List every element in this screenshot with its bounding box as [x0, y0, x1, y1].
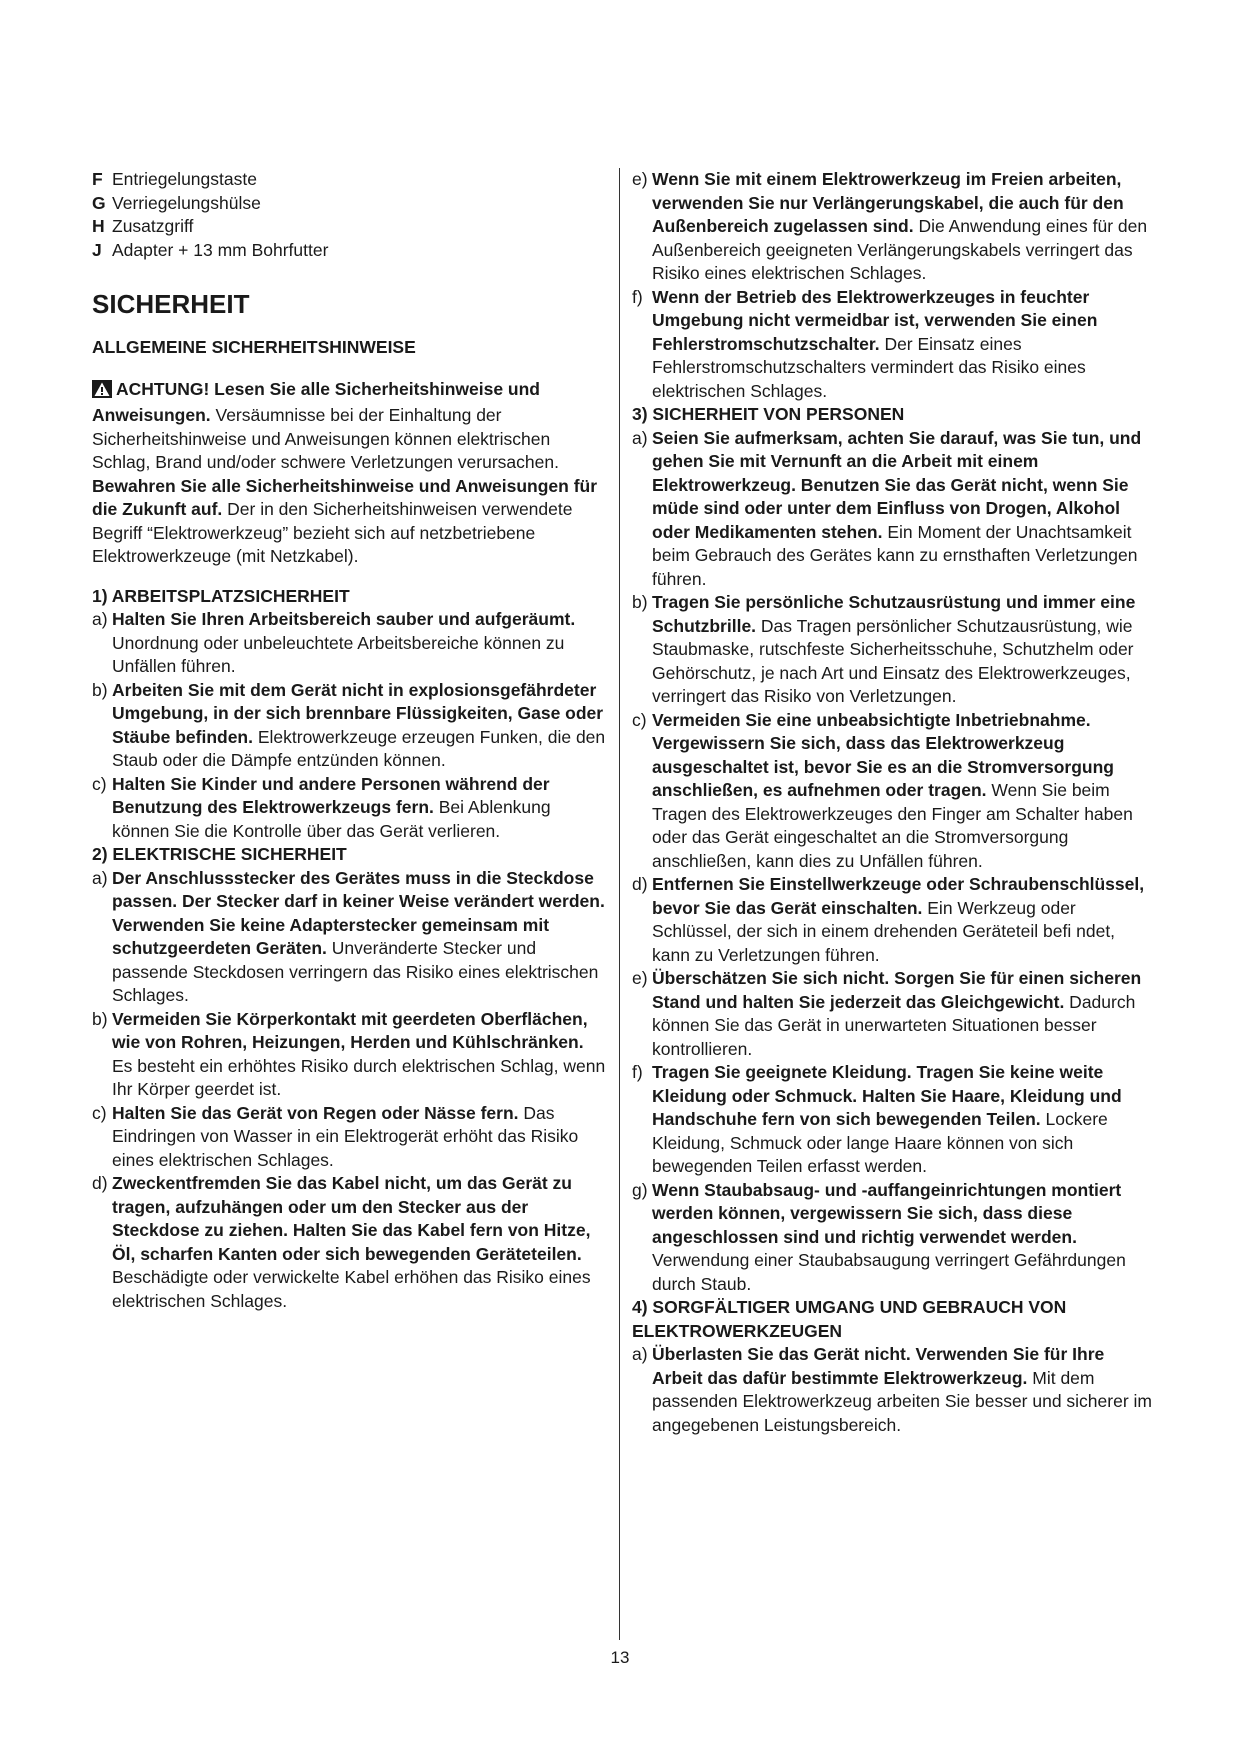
item-body	[652, 1179, 1152, 1297]
item-bold-text: Seien Sie aufmerksam, achten Sie darauf, was Sie tun, und gehen Sie mit Vernunft an die Arbeit mit einem Elektrowerkzeug. Benutzen Sie das Gerät nicht, wenn Sie müde sind oder unter dem Einfluss von Drogen, Alkohol oder Medikamenten stehen.	[652, 427, 1142, 542]
warning-triangle-icon	[92, 380, 112, 405]
item-body	[112, 867, 607, 1008]
item-label: g)	[632, 1179, 648, 1200]
legend-text: Entriegelungstaste	[112, 169, 257, 189]
legend-text: Adapter + 13 mm Bohrfutter	[112, 239, 329, 260]
item-bold-text: Überschätzen Sie sich nicht. Sorgen Sie für einen sicheren Stand und halten Sie jederzeit das Gleichgewicht.	[652, 968, 1142, 1012]
column-divider	[619, 168, 620, 1640]
item-text: Der Einsatz eines Fehlerstromschutzschalters vermindert das Risiko eines elektrischen Schlages.	[652, 333, 1086, 401]
item-body	[112, 1172, 607, 1313]
item-label: f)	[632, 286, 643, 307]
item-text: Mit dem passenden Elektrowerkzeug arbeiten Sie besser und sicherer im angegebenen Leistungsbereich.	[652, 1367, 1152, 1435]
item-body	[652, 967, 1152, 1061]
parts-legend	[92, 168, 607, 262]
item-text: Elektrowerkzeuge erzeugen Funken, die den Staub oder die Dämpfe entzünden können.	[112, 726, 606, 770]
item-label: b)	[92, 1008, 108, 1029]
list-item	[92, 1102, 607, 1173]
item-body	[652, 709, 1152, 874]
item-label: b)	[92, 679, 108, 700]
item-text: Unveränderte Stecker und passende Steckdosen verringern das Risiko eines elektrischen Schlages.	[112, 938, 599, 1005]
item-body	[112, 608, 607, 679]
subsection-title: ALLGEMEINE SICHERHEITSHINWEISE	[92, 337, 416, 357]
item-bold-text: Vermeiden Sie Körperkontakt mit geerdeten Oberflächen, wie von Rohren, Heizungen, Herden und Kühlschränken.	[112, 1008, 588, 1052]
item-body	[112, 773, 607, 844]
item-text: Beschädigte oder verwickelte Kabel erhöhen das Risiko eines elektrischen Schlages.	[112, 1267, 591, 1311]
legend-row	[92, 192, 607, 216]
item-body	[652, 168, 1152, 286]
item-text: Die Anwendung eines für den Außenbereich geeigneten Verlängerungskabels verringert das Risiko eines elektrischen Schlages.	[652, 216, 1148, 283]
list-item	[92, 1172, 607, 1313]
item-body	[112, 679, 607, 773]
item-bold-text: Halten Sie Kinder und andere Personen während der Benutzung des Elektrowerkzeugs fern.	[112, 773, 550, 817]
item-text: Ein Werkzeug oder Schlüssel, der sich in einem drehenden Geräteteil befi ndet, kann zu Verletzungen führen.	[652, 897, 1116, 965]
item-text: Das Eindringen von Wasser in ein Elektrogerät erhöht das Risiko eines elektrischen Schlages.	[112, 1102, 579, 1170]
numbered-section-heading: 2) ELEKTRISCHE SICHERHEIT	[92, 844, 347, 864]
list-item	[632, 1343, 1152, 1437]
list-item	[632, 873, 1152, 967]
warning-text: Der in den Sicherheitshinweisen verwendete Begriff “Elektrowerkzeug” bezieht sich auf netzbetriebene Elektrowerkzeuge (mit Netzkabel).	[92, 499, 573, 566]
list-item	[632, 427, 1152, 592]
item-label: b)	[632, 592, 648, 612]
legend-letter: G	[92, 192, 106, 213]
item-bold-text: Arbeiten Sie mit dem Gerät nicht in explosionsgefährdeter Umgebung, in der sich brennbare Flüssigkeiten, Gase oder Stäube befinden.	[112, 679, 604, 747]
item-bold-text: Halten Sie Ihren Arbeitsbereich sauber und aufgeräumt.	[112, 609, 576, 629]
item-label: d)	[632, 874, 648, 894]
item-text: Lockere Kleidung, Schmuck oder lange Haare können von sich bewegenden Teilen erfasst werden.	[652, 1109, 1108, 1176]
item-text: Unordnung oder unbeleuchtete Arbeitsbereiche können zu Unfällen führen.	[112, 632, 565, 676]
item-bold-text: Wenn Staubabsaug- und -auffangeinrichtungen montiert werden können, vergewissern Sie sich, dass diese angeschlossen sind und richtig verwendet werden.	[652, 1179, 1122, 1247]
item-body	[652, 873, 1152, 967]
legend-row	[92, 215, 607, 239]
item-bold-text: Der Anschlussstecker des Gerätes muss in die Steckdose passen. Der Stecker darf in keiner Weise verändert werden. Verwenden Sie keine Adapterstecker gemeinsam mit schutzgeerdeten Geräten.	[112, 867, 605, 958]
list-item	[92, 867, 607, 1008]
item-body	[112, 1008, 607, 1102]
item-text: Bei Ablenkung können Sie die Kontrolle über das Gerät verlieren.	[112, 797, 551, 841]
list-item	[92, 1008, 607, 1102]
item-label: a)	[632, 427, 648, 448]
item-body	[652, 286, 1152, 404]
list-item	[632, 168, 1152, 286]
item-label: d)	[92, 1173, 108, 1193]
item-bold-text: Überlasten Sie das Gerät nicht. Verwenden Sie für Ihre Arbeit das dafür bestimmte Elektrowerkzeug.	[652, 1344, 1105, 1388]
item-label: c)	[92, 773, 107, 794]
numbered-section-heading: 1) ARBEITSPLATZSICHERHEIT	[92, 585, 350, 606]
legend-letter: J	[92, 239, 102, 260]
list-item	[92, 679, 607, 773]
list-item	[632, 967, 1152, 1061]
item-text: Das Tragen persönlicher Schutzausrüstung, wie Staubmaske, rutschfeste Sicherheitsschuhe, Schutzhelm oder Gehörschutz, je nach Art und Einsatz des Elektrowerkzeuges, verringert das Risiko von Verletzungen.	[652, 615, 1134, 706]
item-label: f)	[632, 1062, 643, 1082]
item-text: Dadurch können Sie das Gerät in unerwarteten Situationen besser kontrollieren.	[652, 991, 1136, 1059]
item-text: Es besteht ein erhöhtes Risiko durch elektrischen Schlag, wenn Ihr Körper geerdet ist.	[112, 1055, 606, 1099]
item-bold-text: Halten Sie das Gerät von Regen oder Nässe fern.	[112, 1102, 519, 1123]
legend-letter: H	[92, 216, 105, 236]
right-column	[632, 168, 1152, 1437]
section-title: SICHERHEIT	[92, 289, 250, 319]
item-body	[112, 1102, 607, 1173]
warning-paragraph	[92, 378, 607, 569]
legend-text: Zusatzgriff	[112, 216, 194, 236]
item-bold-text: Vermeiden Sie eine unbeabsichtigte Inbetriebnahme. Vergewissern Sie sich, dass das Elektrowerkzeug ausgeschaltet ist, bevor Sie es an die Stromversorgung anschließen, es aufnehmen oder tragen.	[652, 709, 1114, 800]
list-item	[632, 709, 1152, 874]
item-bold-text: Tragen Sie persönliche Schutzausrüstung und immer eine Schutzbrille.	[652, 592, 1136, 636]
item-body	[652, 427, 1152, 592]
item-label: c)	[92, 1102, 107, 1123]
item-bold-text: Entfernen Sie Einstellwerkzeuge oder Schraubenschlüssel, bevor Sie das Gerät einschalten.	[652, 874, 1145, 918]
item-body	[652, 1343, 1152, 1437]
legend-letter: F	[92, 169, 103, 189]
item-text: Ein Moment der Unachtsamkeit beim Gebrauch des Gerätes kann zu ernsthaften Verletzungen führen.	[652, 521, 1138, 589]
right-sections	[632, 168, 1152, 1437]
item-label: a)	[92, 867, 108, 888]
item-label: c)	[632, 709, 647, 730]
numbered-section-heading: 3) SICHERHEIT VON PERSONEN	[632, 404, 905, 424]
item-body	[652, 1061, 1152, 1179]
page-number: 13	[610, 1648, 630, 1667]
warning-text: Versäumnisse bei der Einhaltung der Sicherheitshinweise und Anweisungen können elektrischen Schlag, Brand und/oder schwere Verletzungen verursachen.	[92, 405, 559, 472]
item-bold-text: Zweckentfremden Sie das Kabel nicht, um das Gerät zu tragen, aufzuhängen oder um den Stecker aus der Steckdose zu ziehen. Halten Sie das Kabel fern von Hitze, Öl, scharfen Kanten oder sich bewegenden Geräteteilen.	[112, 1173, 591, 1264]
legend-row	[92, 168, 607, 192]
item-bold-text: Tragen Sie geeignete Kleidung. Tragen Sie keine weite Kleidung oder Schmuck. Halten Sie Haare, Kleidung und Handschuhe fern von sich bewegenden Teilen.	[652, 1062, 1122, 1129]
item-label: a)	[92, 609, 108, 629]
list-item	[632, 591, 1152, 709]
left-sections	[92, 585, 607, 1314]
item-bold-text: Wenn der Betrieb des Elektrowerkzeuges in feuchter Umgebung nicht vermeidbar ist, verwenden Sie einen Fehlerstromschutzschalter.	[652, 286, 1098, 354]
left-column	[92, 168, 607, 1313]
list-item	[92, 608, 607, 679]
warning-bold: ACHTUNG! Lesen Sie alle Sicherheitshinweise und Anweisungen.	[92, 378, 540, 425]
numbered-section-heading: 4) SORGFÄLTIGER UMGANG UND GEBRAUCH VON ELEKTROWERKZEUGEN	[632, 1297, 1067, 1341]
list-item	[92, 773, 607, 844]
item-body	[652, 591, 1152, 709]
legend-row	[92, 239, 607, 263]
item-label: e)	[632, 968, 648, 988]
item-text: Verwendung einer Staubabsaugung verringert Gefährdungen durch Staub.	[652, 1250, 1126, 1294]
list-item	[632, 286, 1152, 404]
item-label: e)	[632, 169, 648, 189]
warning-bold: Bewahren Sie alle Sicherheitshinweise und Anweisungen für die Zukunft auf.	[92, 475, 598, 519]
item-text: Wenn Sie beim Tragen des Elektrowerkzeuges den Finger am Schalter haben oder das Gerät eingeschaltet an die Stromversorgung anschließen, kann dies zu Unfällen führen.	[652, 780, 1133, 871]
item-label: a)	[632, 1344, 648, 1364]
list-item	[632, 1061, 1152, 1179]
list-item	[632, 1179, 1152, 1297]
legend-text: Verriegelungshülse	[112, 192, 261, 213]
item-bold-text: Wenn Sie mit einem Elektrowerkzeug im Freien arbeiten, verwenden Sie nur Verlängerungskabel, die auch für den Außenbereich zugelassen sind.	[652, 169, 1124, 236]
